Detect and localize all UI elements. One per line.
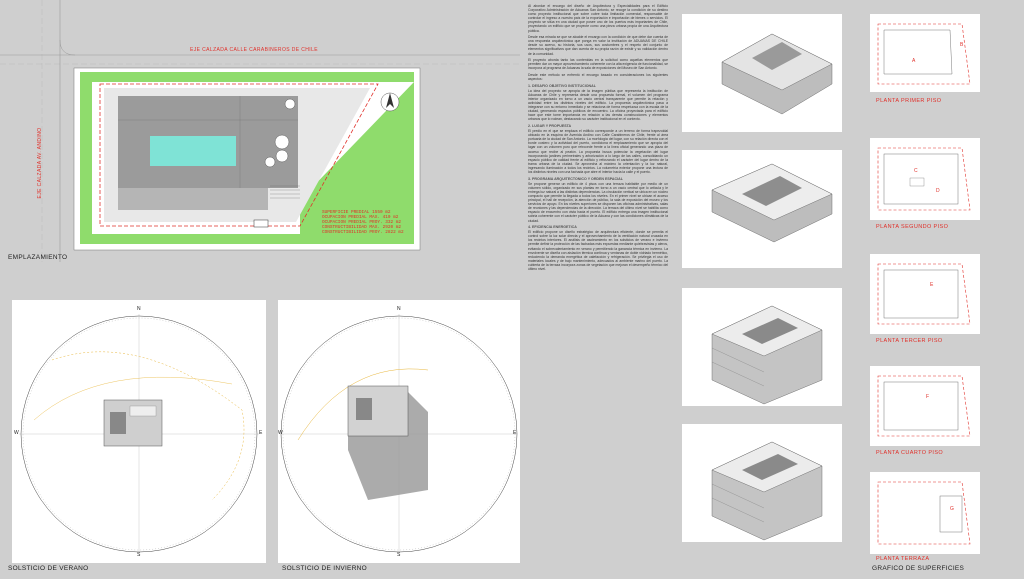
summer-solstice-label: SOLSTICIO DE VERANO [8, 565, 89, 572]
stat-key: OCUPACION PREDIAL MAX. [322, 215, 380, 220]
winter-solstice-label: SOLSTICIO DE INVIERNO [282, 565, 368, 572]
floor-letter: B [960, 42, 964, 48]
site-plan-panel [0, 0, 520, 262]
stat-row [322, 230, 404, 235]
section-title: 4. EFICIENCIA ENERGETICA [528, 225, 577, 230]
axo-view-1 [682, 14, 842, 132]
axonometric-column [682, 14, 842, 544]
stat-value: 410 m2 [382, 215, 399, 220]
floor-plan-3 [870, 254, 980, 334]
intro-paragraph: Desde este método se enfrentó el encargo basado en consideraciones los siguientes aspectos: [528, 72, 668, 81]
floor-plan-4 [870, 366, 980, 446]
floor-plan-label: PLANTA TERRAZA [876, 556, 930, 562]
axonometric-views [682, 14, 842, 544]
floor-letter: C [914, 168, 919, 174]
floor-plan-label: PLANTA PRIMER PISO [876, 98, 942, 104]
floor-plan-2 [870, 138, 980, 220]
axo-view-3 [682, 288, 842, 406]
section-body: El edificio propone un diseño estratégico de arquitectura eficiente, donde se permita el control sobre la luz solar directa y el aprovechamiento de la ventilación natural cruzada en los recintos interiores. El análisis de asoleamiento en los solsticios de verano e invierno permite definir la protección de las fachadas más expuestas mediante quiebravistas y aleros, evitando el sobrecalentamiento en verano y permitiendo la ganancia térmica en invierno. La envolvente se diseña con aislación térmica continua y ventanas de doble vidriado hermético, reduciendo la demanda energética de calefacción y refrigeración. Se privilegia el uso de materiales locales y de bajo mantenimiento, adecuados al ambiente marino del puerto. La cubierta de la terraza incorpora zonas de vegetación que mejoran el desempeño térmico del último nivel. [528, 230, 668, 272]
floor-letter: A [912, 58, 916, 64]
floor-plan-label: PLANTA CUARTO PISO [876, 450, 944, 456]
axo-view-2 [682, 150, 842, 268]
intro-paragraph: El proyecto aborda tanto las contenidas en la solicitud como aquellas elementos que permiten dar un mayor aprovechamiento coherente con la alta exigencia de funcionalidad, se incorpora al programa de Aduanas la sala de exposiciones del Museo de San Antonio. [528, 58, 668, 71]
section-title: 1. DESAFIO OBJETIVO INSTITUCIONAL [528, 83, 596, 88]
summer-solstice-panel [12, 300, 266, 563]
floor-plan-label: PLANTA SEGUNDO PISO [876, 224, 949, 230]
stat-key: OCUPACION PREDIAL PROY. [322, 220, 383, 225]
section-title: 3. PROGRAMA ARQUITECTONICO Y ORDEN ESPACIAL [528, 176, 623, 181]
street-top-label: EJE CALZADA CALLE CARABINEROS DE CHILE [190, 47, 319, 53]
axo-view-4 [682, 424, 842, 542]
memoria-text-column [528, 4, 668, 572]
compass-n: N [397, 306, 401, 312]
stat-key: CONSTRUCTIBILIDAD MAX. [322, 225, 380, 230]
stat-value: 2822 m2 [385, 230, 404, 235]
compass-w: W [14, 430, 20, 436]
section-body: Se propone generar un edificio de 4 pisos con una terraza habitable por medio de un volumen sólido, organizado en sus plantas en torno a un vacío central que lo articula y le entrega luz natural a las distintas dependencias. La circulación vertical se ubica en un núcleo compacto que permite la llegada a todos los niveles. En el primer nivel se ubican el acceso principal, el hall de recepción, la atención de público, la sala de exposición del museo y los servicios de apoyo. En los niveles superiores se disponen las oficinas administrativas, salas de reuniones y las dependencias de la dirección. La terraza del último nivel se habilita como espacio de encuentro con vista hacia el puerto. El edificio entrega una imagen institucional sobria coherente con el carácter público de la Aduana y con las condiciones climáticas de la ciudad. [528, 181, 668, 223]
floor-plan-1 [870, 14, 980, 92]
floor-letter: E [930, 282, 934, 288]
section-body: La idea del proyecto se apropia de la imagen pública que representa la institución de Aduanas de Chile y representa desde una propuesta formal, el volumen del programa interior organizado en torno a un vacío central transparente que permite la relación y actividad entre los distintos niveles del edificio. La propuesta arquitectónica pasa a integrarse con su entorno inmediato y se relaciona de forma respetuosa con la escala de la ciudad, generando espacios públicos de encuentro. La oficina proyectada para el edificio hace que este tome importancia en relación a las demás construcciones y elementos urbanos que lo rodean, destacando su carácter institucional en el contexto. [528, 88, 668, 122]
floor-letter: F [926, 394, 930, 400]
intro-paragraph: Al abordar el encargo del diseño de Arquitectura y Especialidades para el Edificio Corporativo Administración de Aduanas San Antonio, se recoge la condición de su destino como proyecto institucional que sobre cubre toda limitación comercial, responsable de controlar el ingreso a nuestro país de la exportación e importación de bienes o servicios. El proyecto se sitúa en una ciudad que posee uno de los puertos más importantes de Chile, proyectando un edificio que se proyecte como una pieza urbana propia de una Arquitectura pública. [528, 4, 668, 33]
site-plan-drawing [0, 0, 520, 262]
winter-sun-path-diagram [278, 300, 520, 563]
compass-e: E [513, 430, 517, 436]
compass-s: S [137, 552, 141, 558]
site-plan-label: EMPLAZAMIENTO [8, 254, 68, 261]
compass-w: W [278, 430, 284, 436]
compass-e: E [259, 430, 263, 436]
summer-sun-path-diagram [12, 300, 266, 563]
surfaces-column [870, 14, 1020, 574]
floor-plan-5 [870, 472, 980, 554]
compass-n: N [137, 306, 141, 312]
winter-solstice-panel [278, 300, 520, 563]
stat-value: 2920 m2 [382, 225, 402, 230]
site-stats [322, 210, 404, 235]
intro-paragraph: Desde esa mirada se que se alcalde el encargo con la condición de que debe dar cuenta de una respuesta arquitectónica que ponga en valor la institución de ADUANAS DE CHILE desde su acervo, su historia, sus usos, sus costumbres y el respeto del conjunto de elementos significativos que dan cuenta de su propia razón de existir y su validación dentro de la comunidad. [528, 35, 668, 56]
stat-key: CONSTRUCTIBILIDAD PROY. [322, 230, 383, 235]
surfaces-title: GRAFICO DE SUPERFICIES [872, 565, 965, 572]
stat-value: 1550 m2 [372, 210, 391, 215]
floor-letter: D [936, 188, 941, 194]
section-title: 2. LUGAR Y PROPUESTA [528, 123, 572, 128]
compass-s: S [397, 552, 401, 558]
street-left-label: EJE CALZADA AV. ANDINO [37, 127, 43, 199]
floor-letter: G [950, 506, 955, 512]
floor-plan-label: PLANTA TERCER PISO [876, 338, 943, 344]
stat-value: 332 m2 [385, 220, 402, 225]
stat-key: SUPERFICIE PREDIAL [322, 210, 370, 215]
section-body: El predio en el que se emplaza el edificio corresponde a un terreno de forma trapezoidal ubicado en la esquina de Avenida Andino con Calle Carabineros de Chile, frente al área portuaria de la ciudad de San Antonio. La morfología del lugar, con su relación directa con el borde costero y la actividad del puerto, condiciona el emplazamiento que se apropia del lugar con un volumen puro que retrocede frente a la línea oficial generando una plaza de acceso que recibe al peatón. La propuesta busca potenciar la vegetación del lugar incorporando jardines perimetrales y arborización a lo largo de las calles, consolidando un espacio público de calidad frente al edificio y reforzando el carácter del lugar dentro de la trama urbana de la ciudad. Se aprovecha al máximo la orientación y la luz natural, ingresando iluminación a todos los recintos. La volumetría exterior propone una lectura de los distintos niveles con una fachada que abre el interior hacia la calle y el puerto. [528, 129, 668, 174]
